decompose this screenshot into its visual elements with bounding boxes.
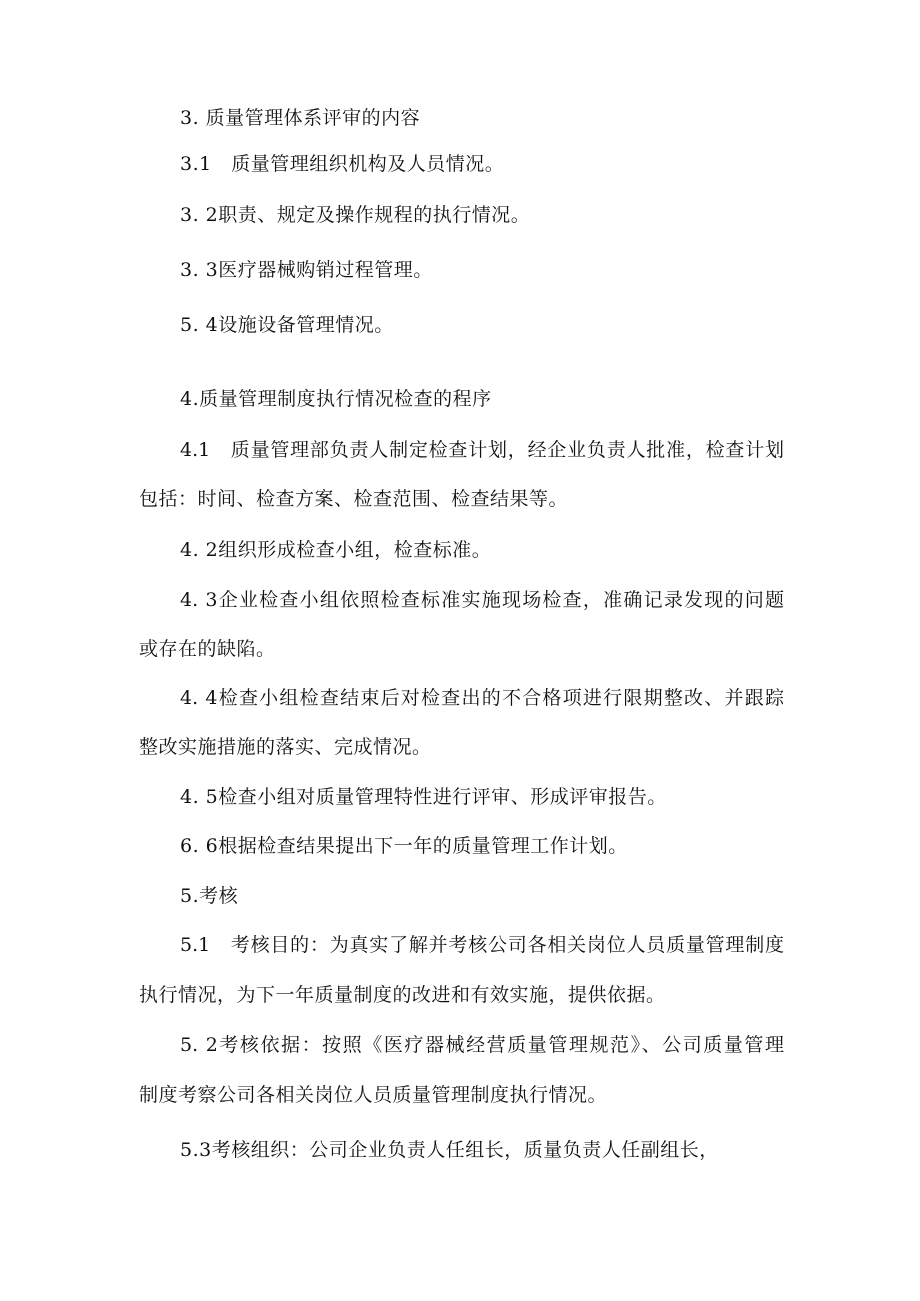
item-3-1: 3.1 质量管理组织机构及人员情况。 [180, 153, 505, 175]
item-3-4: 5. 4设施设备管理情况。 [180, 314, 394, 336]
item-3-3: 3. 3医疗器械购销过程管理。 [180, 259, 433, 281]
item-4-1-line-2: 包括：时间、检查方案、检查范围、检查结果等。 [139, 488, 569, 510]
item-4-1-line-1: 4.1 质量管理部负责人制定检查计划，经企业负责人批准，检查计划 [180, 439, 784, 461]
item-5-2-line-2: 制度考察公司各相关岗位人员质量管理制度执行情况。 [139, 1084, 608, 1106]
section-5-heading: 5.考核 [180, 885, 239, 907]
item-5-1-line-1: 5.1 考核目的：为真实了解并考核公司各相关岗位人员质量管理制度 [180, 934, 784, 956]
item-4-2: 4. 2组织形成检查小组，检查标准。 [180, 539, 492, 561]
item-4-5: 4. 5检查小组对质量管理特性进行评审、形成评审报告。 [180, 786, 667, 808]
item-5-3: 5.3考核组织：公司企业负责人任组长，质量负责人任副组长， [180, 1139, 719, 1161]
item-5-1-line-2: 执行情况，为下一年质量制度的改进和有效实施，提供依据。 [139, 984, 666, 1006]
item-4-4-line-1: 4. 4检查小组检查结束后对检查出的不合格项进行限期整改、并跟踪 [180, 687, 784, 709]
item-4-4-line-2: 整改实施措施的落实、完成情况。 [139, 736, 432, 758]
item-4-3-line-2: 或存在的缺陷。 [139, 638, 276, 660]
section-4-heading: 4.质量管理制度执行情况检查的程序 [180, 388, 492, 410]
section-3-heading: 3. 质量管理体系评审的内容 [180, 107, 421, 129]
item-4-3-line-1: 4. 3企业检查小组依照检查标准实施现场检查，准确记录发现的问题 [180, 589, 784, 611]
item-5-2-line-1: 5. 2考核依据：按照《医疗器械经营质量管理规范》、公司质量管理 [180, 1034, 784, 1056]
item-4-6: 6. 6根据检查结果提出下一年的质量管理工作计划。 [180, 835, 628, 857]
item-3-2: 3. 2职责、规定及操作规程的执行情况。 [180, 204, 531, 226]
